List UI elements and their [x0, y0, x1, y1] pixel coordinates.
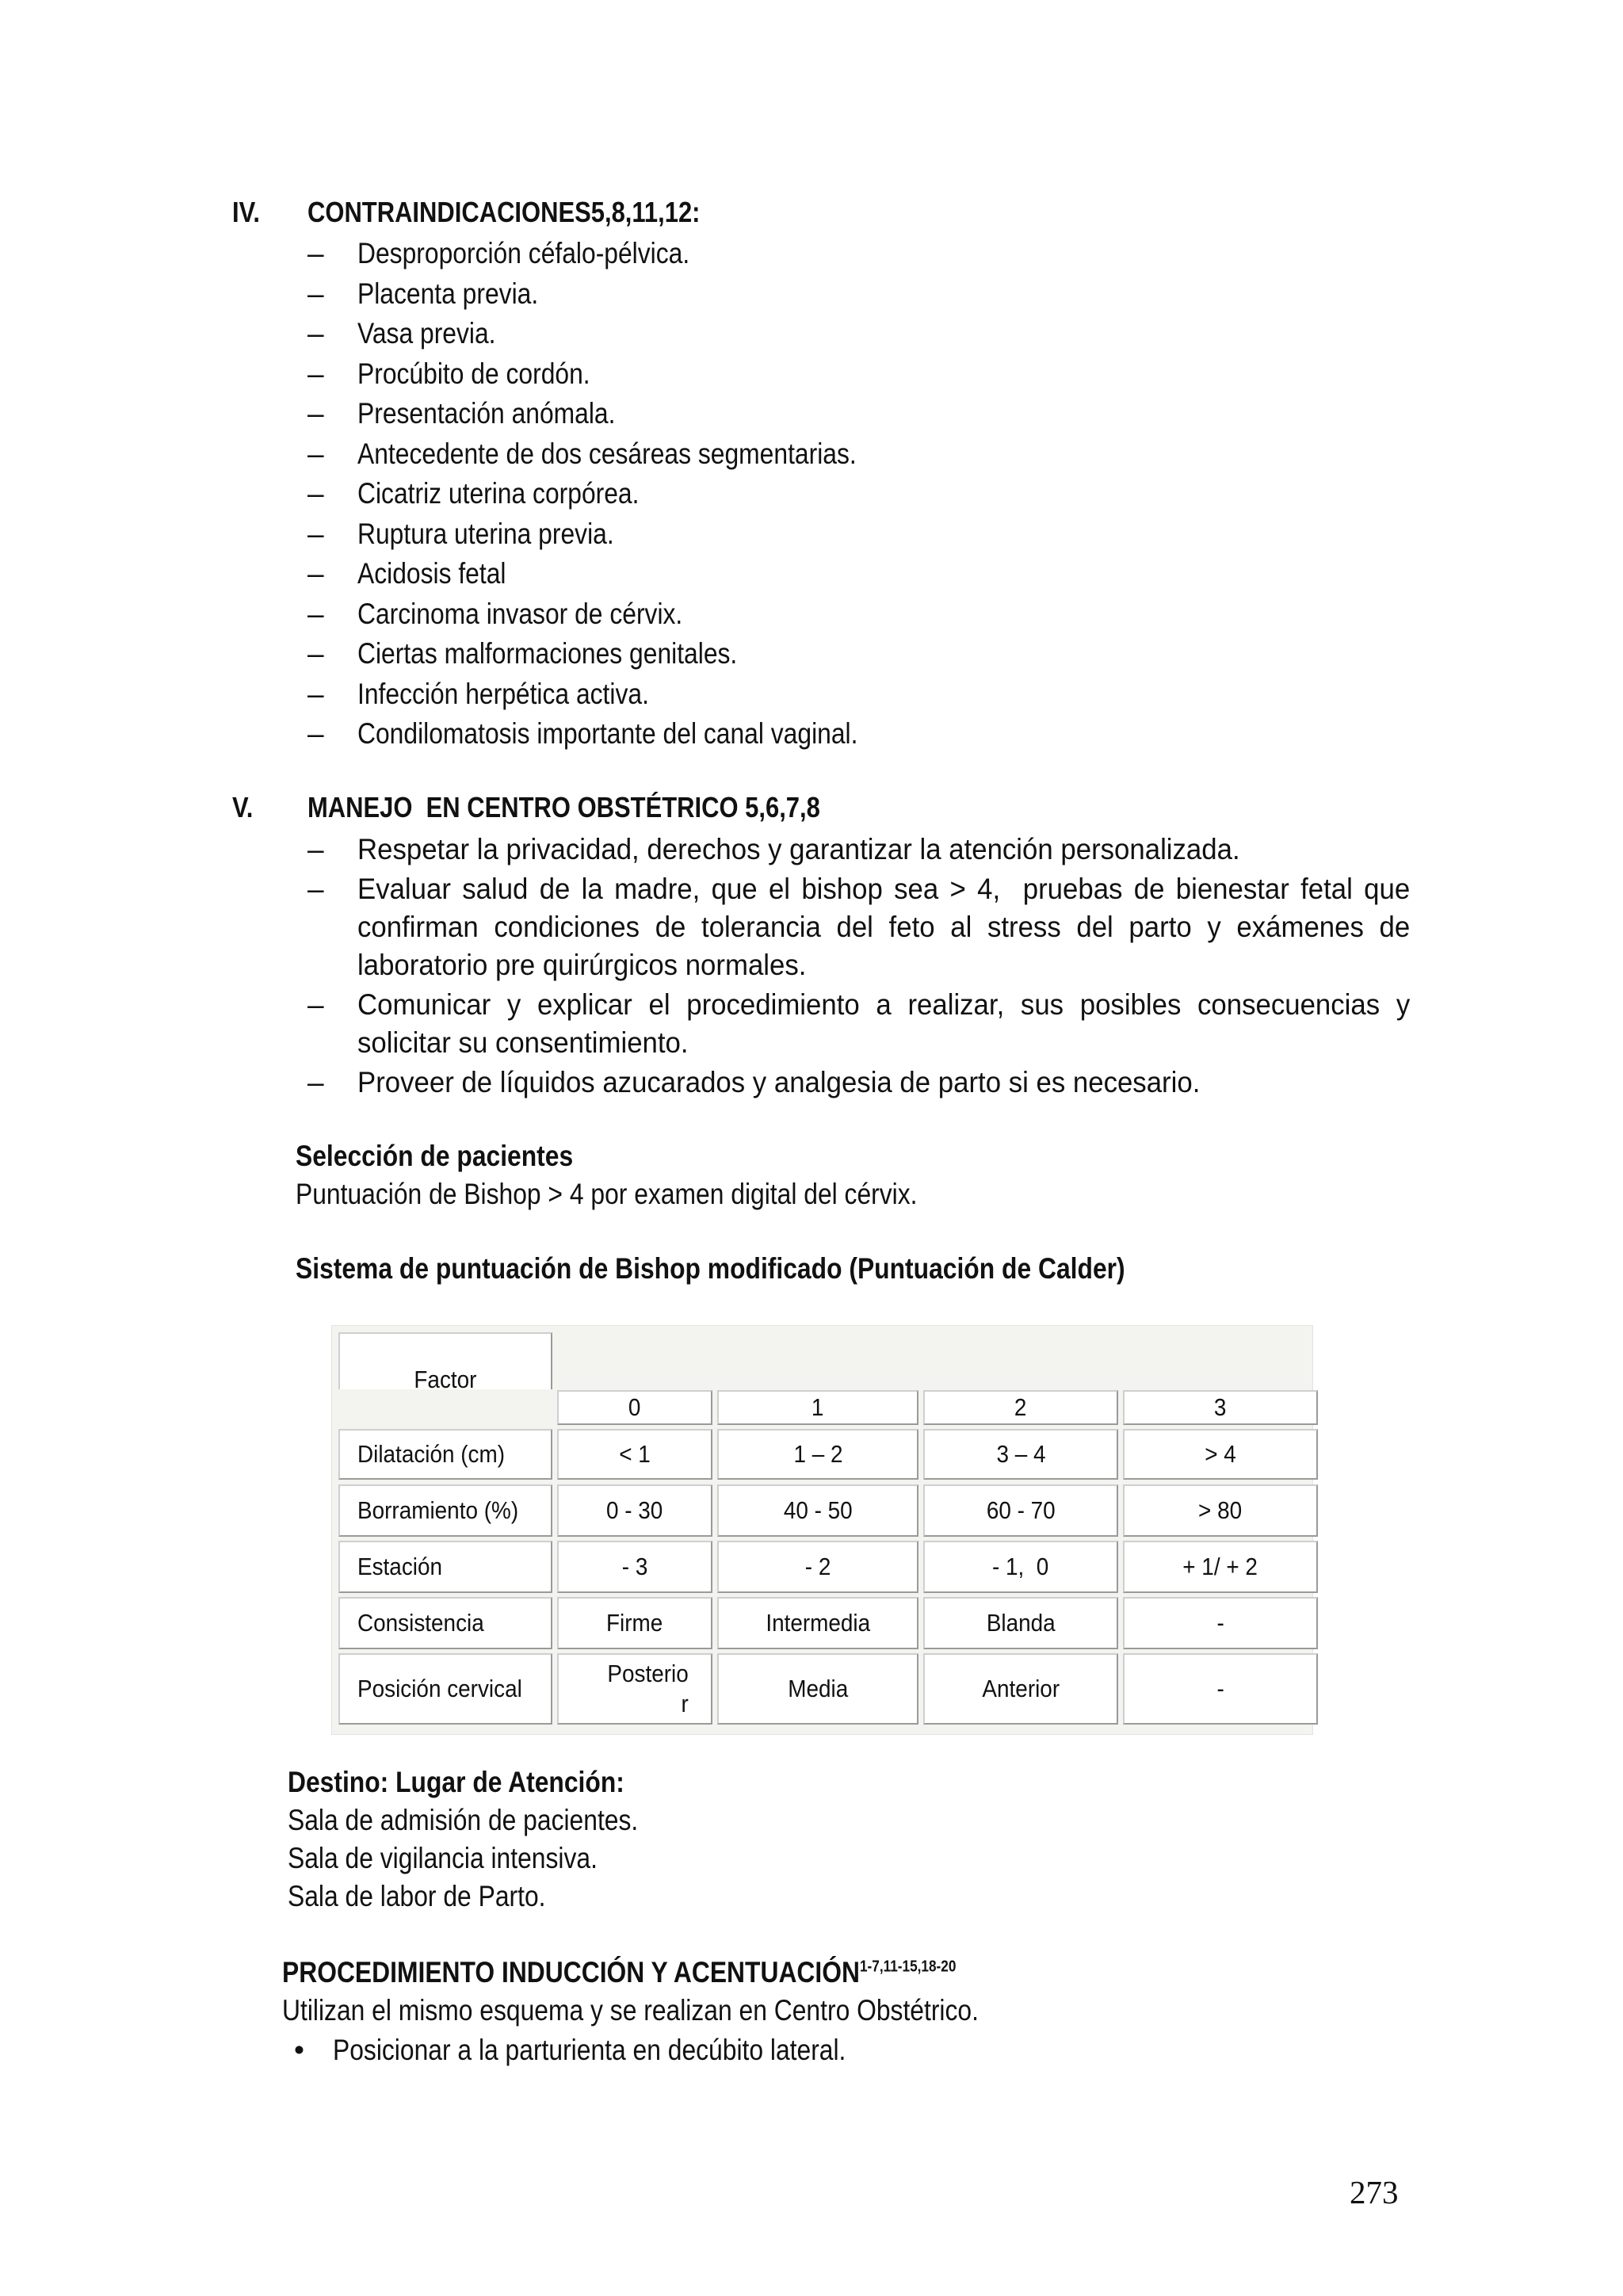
table-cell: 40 - 50	[717, 1484, 918, 1537]
list-item: – Vasa previa.	[307, 314, 939, 354]
table-cell: 60 - 70	[923, 1484, 1118, 1537]
bullet-icon: •	[294, 2034, 304, 2066]
score-header: 3	[1123, 1390, 1318, 1425]
table-corner-header: Factor	[338, 1332, 552, 1389]
list-item: – Antecedente de dos cesáreas segmentarias.	[307, 434, 939, 475]
procedure-refs: 1-7,11-15,18-20	[859, 1958, 957, 1976]
selection-heading: Selección de pacientes	[296, 1140, 574, 1172]
score-header: 1	[717, 1390, 918, 1425]
table-cell: < 1	[557, 1429, 712, 1480]
destination-heading: Destino: Lugar de Atención:	[288, 1766, 624, 1798]
table-cell: -	[1123, 1597, 1318, 1649]
list-item: – Desproporción céfalo-pélvica.	[307, 234, 939, 274]
list-item: – Placenta previa.	[307, 274, 939, 315]
list-item: – Presentación anómala.	[307, 394, 939, 434]
table-cell: + 1/ + 2	[1123, 1541, 1318, 1593]
table-cell: Media	[717, 1653, 918, 1725]
table-cell: - 3	[557, 1541, 712, 1593]
list-item: – Carcinoma invasor de cérvix.	[307, 594, 939, 635]
row-label: Borramiento (%)	[338, 1484, 552, 1537]
list-item: – Infección herpética activa.	[307, 674, 939, 715]
procedure-bullet: Posicionar a la parturienta en decúbito lateral.	[333, 2034, 846, 2066]
table-cell: 1 – 2	[717, 1429, 918, 1480]
list-item: – Procúbito de cordón.	[307, 354, 939, 395]
table-cell: > 4	[1123, 1429, 1318, 1480]
list-item: – Cicatriz uterina corpórea.	[307, 474, 939, 514]
table-cell: Anterior	[923, 1653, 1118, 1725]
table-cell: Firme	[557, 1597, 712, 1649]
page-number: 273	[1350, 2174, 1399, 2210]
table-cell: -	[1123, 1653, 1318, 1725]
destination-line: Sala de vigilancia intensiva.	[288, 1842, 598, 1874]
management-list	[307, 831, 1418, 1103]
section-iv-number: IV.	[232, 196, 261, 228]
table-cell: Intermedia	[717, 1597, 918, 1649]
row-label: Posición cervical	[338, 1653, 552, 1725]
section-v-title: MANEJO EN CENTRO OBSTÉTRICO 5,6,7,8	[307, 791, 820, 823]
bishop-score-table	[331, 1325, 1313, 1735]
contraindications-list	[307, 234, 939, 755]
section-iv-title: CONTRAINDICACIONES5,8,11,12:	[307, 196, 701, 228]
list-item: – Ciertas malformaciones genitales.	[307, 634, 939, 674]
table-cell: > 80	[1123, 1484, 1318, 1537]
row-label: Consistencia	[338, 1597, 552, 1649]
table-cell: 3 – 4	[923, 1429, 1118, 1480]
list-item: – Comunicar y explicar el procedimiento a realizar, sus posibles consecuencias y solicitar su consentimiento.	[307, 986, 1401, 1062]
selection-text: Puntuación de Bishop > 4 por examen digital del cérvix.	[296, 1178, 918, 1210]
table-cell: 0 - 30	[557, 1484, 712, 1537]
list-item: – Acidosis fetal	[307, 554, 939, 594]
row-label: Estación	[338, 1541, 552, 1593]
procedure-heading: PROCEDIMIENTO INDUCCIÓN Y ACENTUACIÓN$^{1-7,11-15,18-20}$	[282, 1956, 957, 1988]
destination-line: Sala de labor de Parto.	[288, 1880, 546, 1912]
list-item: – Ruptura uterina previa.	[307, 514, 939, 555]
table-cell: Posterio r	[557, 1653, 712, 1725]
list-item: – Condilomatosis importante del canal vaginal.	[307, 714, 939, 755]
list-item: – Proveer de líquidos azucarados y analgesia de parto si es necesario.	[307, 1064, 1401, 1102]
procedure-text: Utilizan el mismo esquema y se realizan en Centro Obstétrico.	[282, 1994, 979, 2027]
section-v-number: V.	[232, 791, 254, 823]
table-cell: - 2	[717, 1541, 918, 1593]
table-cell: Blanda	[923, 1597, 1118, 1649]
bishop-title: Sistema de puntuación de Bishop modificado (Puntuación de Calder)	[296, 1252, 1125, 1285]
list-item: – Evaluar salud de la madre, que el bishop sea > 4, pruebas de bienestar fetal que confirman condiciones de tolerancia del feto al stress del parto y exámenes de laboratorio pre quirúrgicos normales.	[307, 870, 1401, 984]
destination-line: Sala de admisión de pacientes.	[288, 1804, 639, 1836]
score-header: 0	[557, 1390, 712, 1425]
list-item: – Respetar la privacidad, derechos y garantizar la atención personalizada.	[307, 831, 1401, 869]
score-header: 2	[923, 1390, 1118, 1425]
row-label: Dilatación (cm)	[338, 1429, 552, 1480]
table-cell: - 1, 0	[923, 1541, 1118, 1593]
